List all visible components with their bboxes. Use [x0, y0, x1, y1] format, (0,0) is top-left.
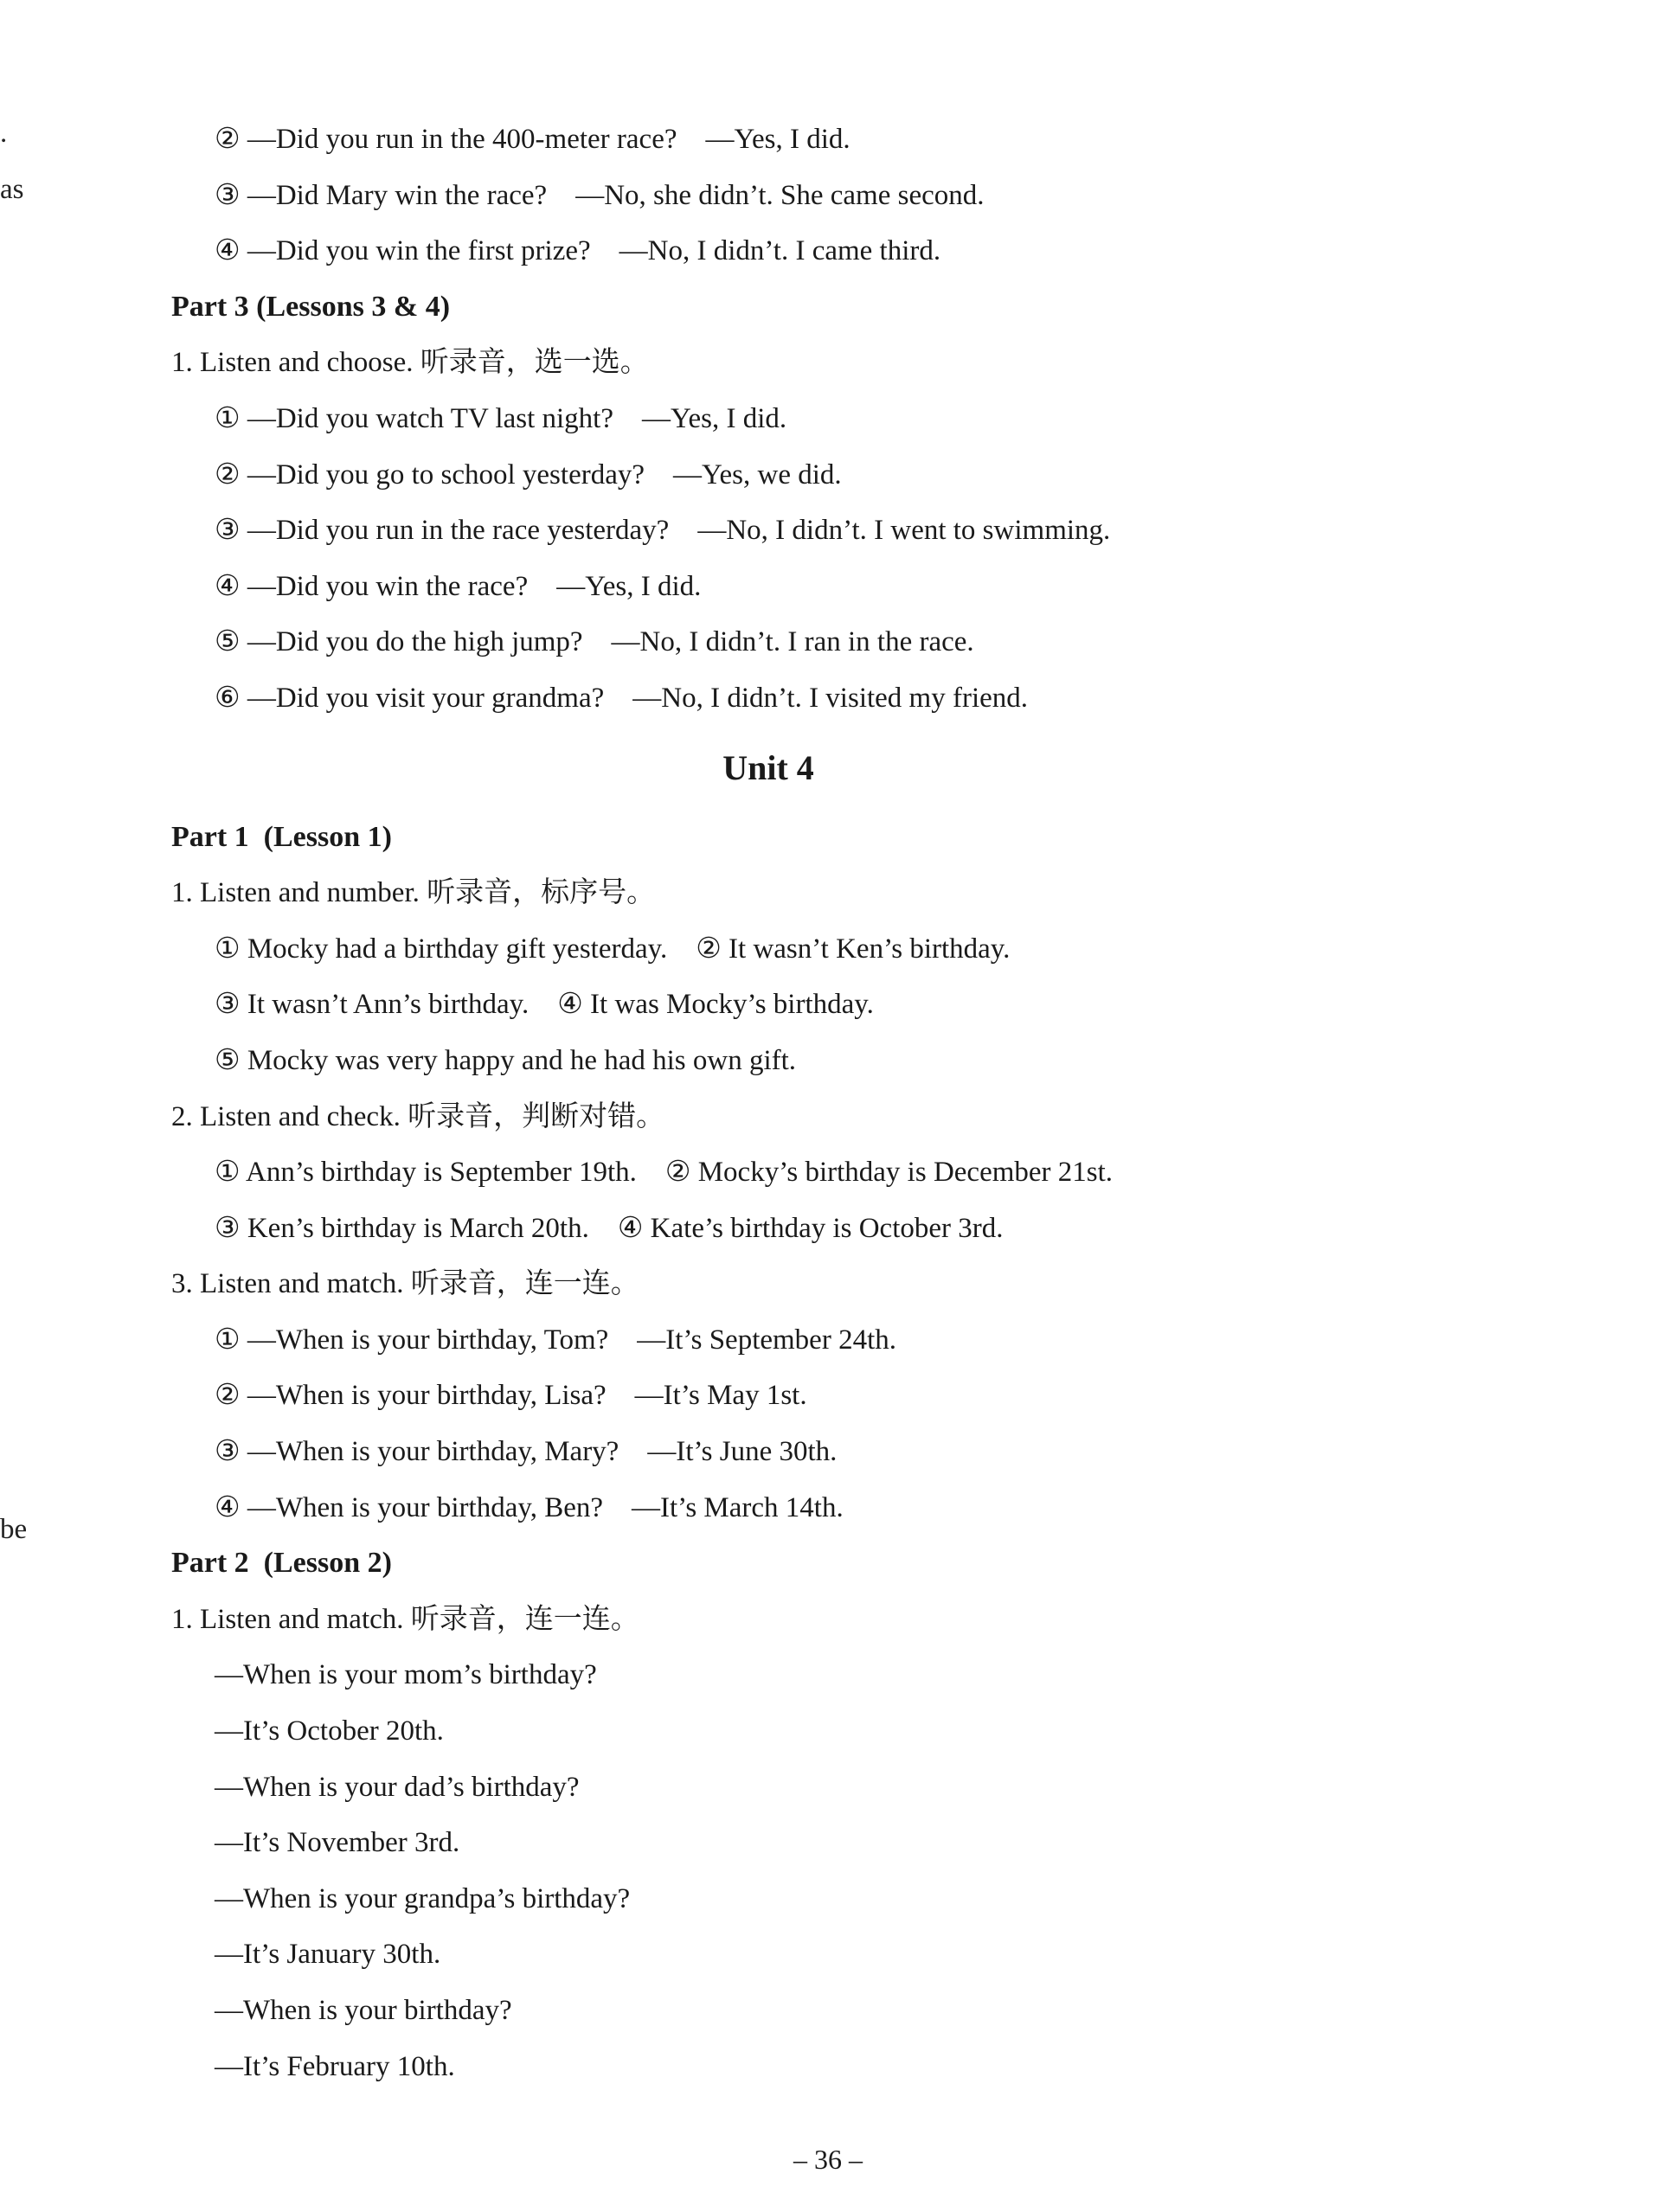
list-item: ③ —Did you run in the race yesterday? —No, I didn’t. I went to swimming.: [215, 515, 1111, 547]
margin-text-fragment: be: [0, 1514, 28, 1545]
list-item: ① Mocky had a birthday gift yesterday. ② It wasn’t Ken’s birthday.: [215, 933, 1011, 965]
list-item: ⑤ Mocky was very happy and he had his own gift.: [215, 1044, 797, 1076]
dialogue-line: —When is your mom’s birthday?: [215, 1659, 597, 1691]
section-heading: Part 2 (Lesson 2): [171, 1547, 392, 1580]
list-item: ② —Did you go to school yesterday? —Yes, we did.: [215, 458, 842, 490]
unit-title: Unit 4: [722, 747, 814, 787]
section-heading: Part 3 (Lessons 3 & 4): [171, 290, 451, 323]
question-title: 3. Listen and match. 听录音，连一连。: [171, 1268, 639, 1300]
section-heading: Part 1 (Lesson 1): [171, 820, 392, 853]
question-title: 1. Listen and choose. 听录音，选一选。: [171, 347, 649, 379]
list-item: ③ —Did Mary win the race? —No, she didn’t. She came second.: [215, 179, 985, 211]
dialogue-line: —When is your grandpa’s birthday?: [215, 1882, 631, 1914]
margin-text-fragment: as: [0, 174, 24, 205]
dialogue-line: —When is your birthday?: [215, 1995, 512, 2026]
list-item: ④ —Did you win the first prize? —No, I didn’t. I came third.: [215, 235, 941, 267]
margin-text-fragment: .: [0, 118, 8, 149]
list-item: ⑤ —Did you do the high jump? —No, I didn’t. I ran in the race.: [215, 626, 974, 658]
list-item: ⑥ —Did you visit your grandma? —No, I didn’t. I visited my friend.: [215, 682, 1029, 714]
dialogue-line: —It’s October 20th.: [215, 1715, 444, 1747]
list-item: ③ —When is your birthday, Mary? —It’s June 30th.: [215, 1436, 838, 1468]
list-item: ③ Ken’s birthday is March 20th. ④ Kate’s birthday is October 3rd.: [215, 1212, 1004, 1244]
dialogue-line: —When is your dad’s birthday?: [215, 1771, 580, 1803]
question-title: 1. Listen and match. 听录音，连一连。: [171, 1603, 639, 1635]
list-item: ② —Did you run in the 400-meter race? —Yes, I did.: [215, 124, 850, 155]
dialogue-line: —It’s February 10th.: [215, 2050, 455, 2082]
list-item: ④ —Did you win the race? —Yes, I did.: [215, 570, 702, 602]
question-title: 2. Listen and check. 听录音，判断对错。: [171, 1100, 665, 1132]
list-item: ① —Did you watch TV last night? —Yes, I did.: [215, 402, 787, 434]
page-content: [171, 112, 1521, 2094]
dialogue-line: —It’s November 3rd.: [215, 1827, 460, 1859]
list-item: ③ It wasn’t Ann’s birthday. ④ It was Mocky’s birthday.: [215, 989, 874, 1021]
list-item: ① —When is your birthday, Tom? —It’s September 24th.: [215, 1324, 896, 1356]
question-title: 1. Listen and number. 听录音，标序号。: [171, 877, 656, 909]
list-item: ④ —When is your birthday, Ben? —It’s March 14th.: [215, 1491, 844, 1523]
list-item: ① Ann’s birthday is September 19th. ② Mocky’s birthday is December 21st.: [215, 1157, 1114, 1189]
list-item: ② —When is your birthday, Lisa? —It’s May 1st.: [215, 1380, 807, 1412]
page-number: – 36 –: [793, 2144, 863, 2175]
dialogue-line: —It’s January 30th.: [215, 1939, 441, 1971]
